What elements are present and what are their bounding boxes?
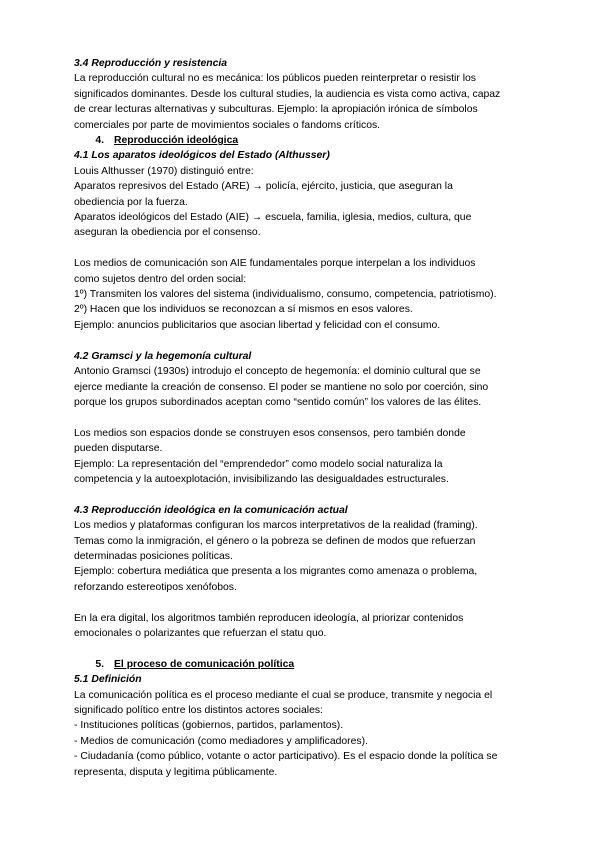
text-line: reforzando estereotipos xenófobos. xyxy=(74,581,237,593)
text-line: Aparatos represivos del Estado (ARE) → policía, ejército, justicia, que aseguran la xyxy=(74,181,453,193)
section-heading xyxy=(74,657,534,672)
subsection-heading: 3.4 Reproducción y resistencia xyxy=(74,58,228,69)
text-line: Los medios son espacios donde se construyen esos consensos, pero también donde xyxy=(74,427,466,439)
section-number: 5. xyxy=(95,658,104,670)
text-line: Ejemplo: La representación del “emprendedor” como modelo social naturaliza la xyxy=(74,458,443,470)
subsection-heading: 4.3 Reproducción ideológica en la comunicación actual xyxy=(74,504,348,516)
text-line: determinadas posiciones políticas. xyxy=(74,550,233,562)
subsection-heading: 4.1 Los aparatos ideológicos del Estado (Althusser) xyxy=(74,150,330,162)
paragraph xyxy=(74,256,534,333)
blank-line xyxy=(74,410,534,425)
text-line: aseguran la obediencia por el consenso. xyxy=(74,227,261,239)
text-line: significado político entre los distintos actores sociales: xyxy=(74,704,323,716)
text-line: comerciales por parte de movimientos sociales o fandoms críticos. xyxy=(74,119,381,131)
paragraph xyxy=(74,611,534,642)
text-line: emocionales o polarizantes que refuerzan el statu quo. xyxy=(74,627,327,639)
text-line: La reproducción cultural no es mecánica: los públicos pueden reinterpretar o resistir los xyxy=(74,73,476,85)
text-line: Ejemplo: cobertura mediática que presenta a los migrantes como amenaza o problema, xyxy=(74,566,478,578)
paragraph xyxy=(74,364,534,410)
blank-line xyxy=(74,641,534,656)
paragraph xyxy=(74,71,534,133)
section-number: 4. xyxy=(95,135,104,147)
text-line: porque los grupos subordinados aceptan como “sentido común” los valores de las élites. xyxy=(74,396,482,408)
text-line: ejerce mediante la creación de consenso. El poder se mantiene no solo por coerción, sino xyxy=(74,381,489,393)
text-line: representa, disputa y legitima públicamente. xyxy=(74,766,278,778)
section-title: Reproducción ideológica xyxy=(114,135,239,147)
paragraph xyxy=(74,518,534,595)
text-line: obediencia por la fuerza. xyxy=(74,196,188,208)
text-line: 1º) Transmiten los valores del sistema (individualismo, consumo, competencia, patriotismo). xyxy=(74,289,497,301)
text-line: competencia y la autoexplotación, invisibilizando las desigualdades estructurales. xyxy=(74,473,449,485)
text-line: Los medios y plataformas configuran los marcos interpretativos de la realidad (framing). xyxy=(74,520,478,532)
document-page xyxy=(74,56,534,780)
blank-line xyxy=(74,487,534,502)
text-line: Los medios de comunicación son AIE fundamentales porque interpelan a los individuos xyxy=(74,258,476,270)
text-line: significados dominantes. Desde los cultural studies, la audiencia es vista como activa, capaz xyxy=(74,88,501,100)
subsection-heading: 4.2 Gramsci y la hegemonía cultural xyxy=(74,350,252,362)
text-line: - Ciudadanía (como público, votante o actor participativo). Es el espacio donde la política se xyxy=(74,751,498,763)
text-line: En la era digital, los algoritmos también reproducen ideología, al priorizar contenidos xyxy=(74,612,464,624)
text-line: de crear lecturas alternativas y subculturas. Ejemplo: la apropiación irónica de símbolos xyxy=(74,104,478,116)
text-line: Temas como la inmigración, el género o la pobreza se definen de modos que refuerzan xyxy=(74,535,476,547)
text-line: pueden disputarse. xyxy=(74,443,163,455)
paragraph xyxy=(74,426,534,488)
subsection-heading: 5.1 Definición xyxy=(74,674,142,686)
text-line: La comunicación política es el proceso mediante el cual se produce, transmite y negocia el xyxy=(74,689,493,701)
text-line: - Instituciones políticas (gobiernos, partidos, parlamentos). xyxy=(74,720,344,732)
paragraph xyxy=(74,164,534,241)
text-line: Louis Althusser (1970) distinguió entre: xyxy=(74,165,254,177)
blank-line xyxy=(74,241,534,256)
text-line: Aparatos ideológicos del Estado (AIE) → escuela, familia, iglesia, medios, cultura, que xyxy=(74,212,472,224)
text-line: - Medios de comunicación (como mediadores y amplificadores). xyxy=(74,735,368,747)
text-line: como sujetos dentro del orden social: xyxy=(74,273,247,285)
text-line: Ejemplo: anuncios publicitarios que asocian libertad y felicidad con el consumo. xyxy=(74,319,441,331)
text-line: Antonio Gramsci (1930s) introdujo el concepto de hegemonía: el dominio cultural que se xyxy=(74,366,481,378)
section-title: El proceso de comunicación política xyxy=(114,658,295,670)
blank-line xyxy=(74,595,534,610)
paragraph xyxy=(74,688,534,780)
blank-line xyxy=(74,333,534,348)
section-heading xyxy=(74,133,534,148)
text-line: 2º) Hacen que los individuos se reconozcan a sí mismos en esos valores. xyxy=(74,304,413,316)
